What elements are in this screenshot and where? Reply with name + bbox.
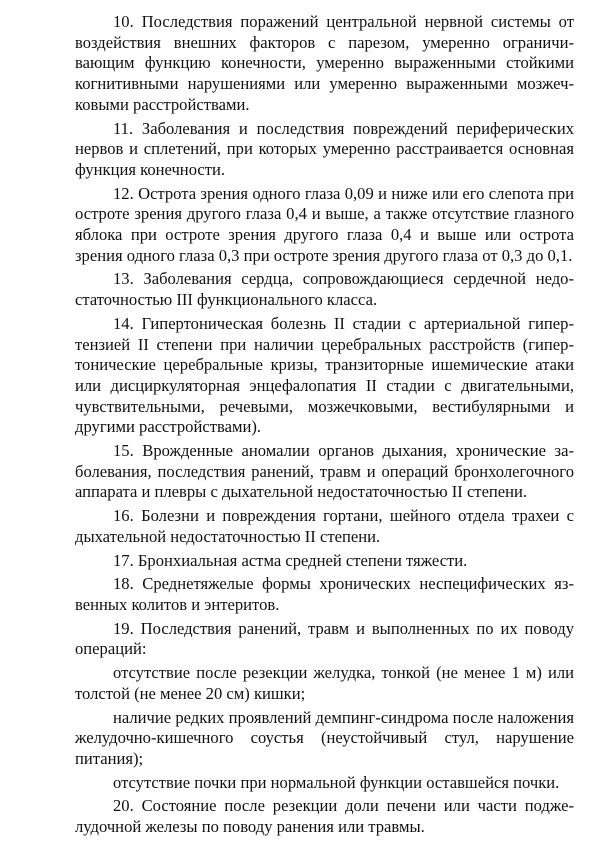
paragraph-10: 10. Последствия поражений центральной нервной системы от воздействия внешних факторов с парезом, умеренно ограничивающим функцию конечности, умеренно выраженными стойкими когнитивными нарушениями или умеренно выраженными мозжечковыми расстройствами. (75, 12, 574, 114)
paragraph-19-subitem-1: отсутствие после резекции желудка, тонкой (не менее 1 м) или толстой (не менее 20 см) кишки; (75, 663, 574, 703)
paragraph-13: 13. Заболевания сердца, сопровождающиеся сердечной недостаточностью III функционального класса. (75, 269, 574, 310)
paragraph-18: 18. Среднетяжелые формы хронических неспецифических язвенных колитов и энтеритов. (75, 574, 574, 614)
paragraph-15: 15. Врожденные аномалии органов дыхания, хронические заболевания, последствия ранений, травм и операций бронхолегочного аппарата и плевры с дыхательной недостаточностью II степени. (75, 441, 574, 502)
document-page (75, 12, 574, 841)
paragraph-19-subitem-2: наличие редких проявлений демпинг-синдрома после наложения желудочно-кишечного соустья (неустойчивый стул, нарушение питания); (75, 707, 574, 768)
paragraph-20: 20. Состояние после резекции доли печени или части поджелудочной железы по поводу ранения или травмы. (75, 796, 574, 837)
paragraph-14: 14. Гипертоническая болезнь II стадии с артериальной гипертензией II степени при наличии церебральных расстройств (гипертонические церебральные кризы, транзиторные ишемические атаки или дисциркуляторная энцефалопатия II стадии с двигательными, чувствительными, речевыми, мозжечковыми, вестибулярными и другими расстройствами). (75, 313, 574, 437)
paragraph-16: 16. Болезни и повреждения гортани, шейного отдела трахеи с дыхательной недостаточностью II степени. (75, 506, 574, 546)
paragraph-17: 17. Бронхиальная астма средней степени тяжести. (113, 550, 468, 570)
paragraph-12: 12. Острота зрения одного глаза 0,09 и ниже или его слепота при остроте зрения другого глаза 0,4 и выше, а также отсутствие глазного яблока при остроте зрения другого глаза 0,4 и выше или острота зрения одного глаза 0,3 при остроте зрения другого глаза от 0,3 до 0,1. (75, 183, 574, 265)
paragraph-11: 11. Заболевания и последствия повреждений периферических нервов и сплетений, при которых умеренно расстраивается основная функция конечности. (75, 118, 574, 179)
paragraph-19-subitem-3: отсутствие почки при нормальной функции оставшейся почки. (113, 772, 560, 792)
paragraph-19: 19. Последствия ранений, травм и выполненных по их поводу операций: (75, 618, 574, 659)
